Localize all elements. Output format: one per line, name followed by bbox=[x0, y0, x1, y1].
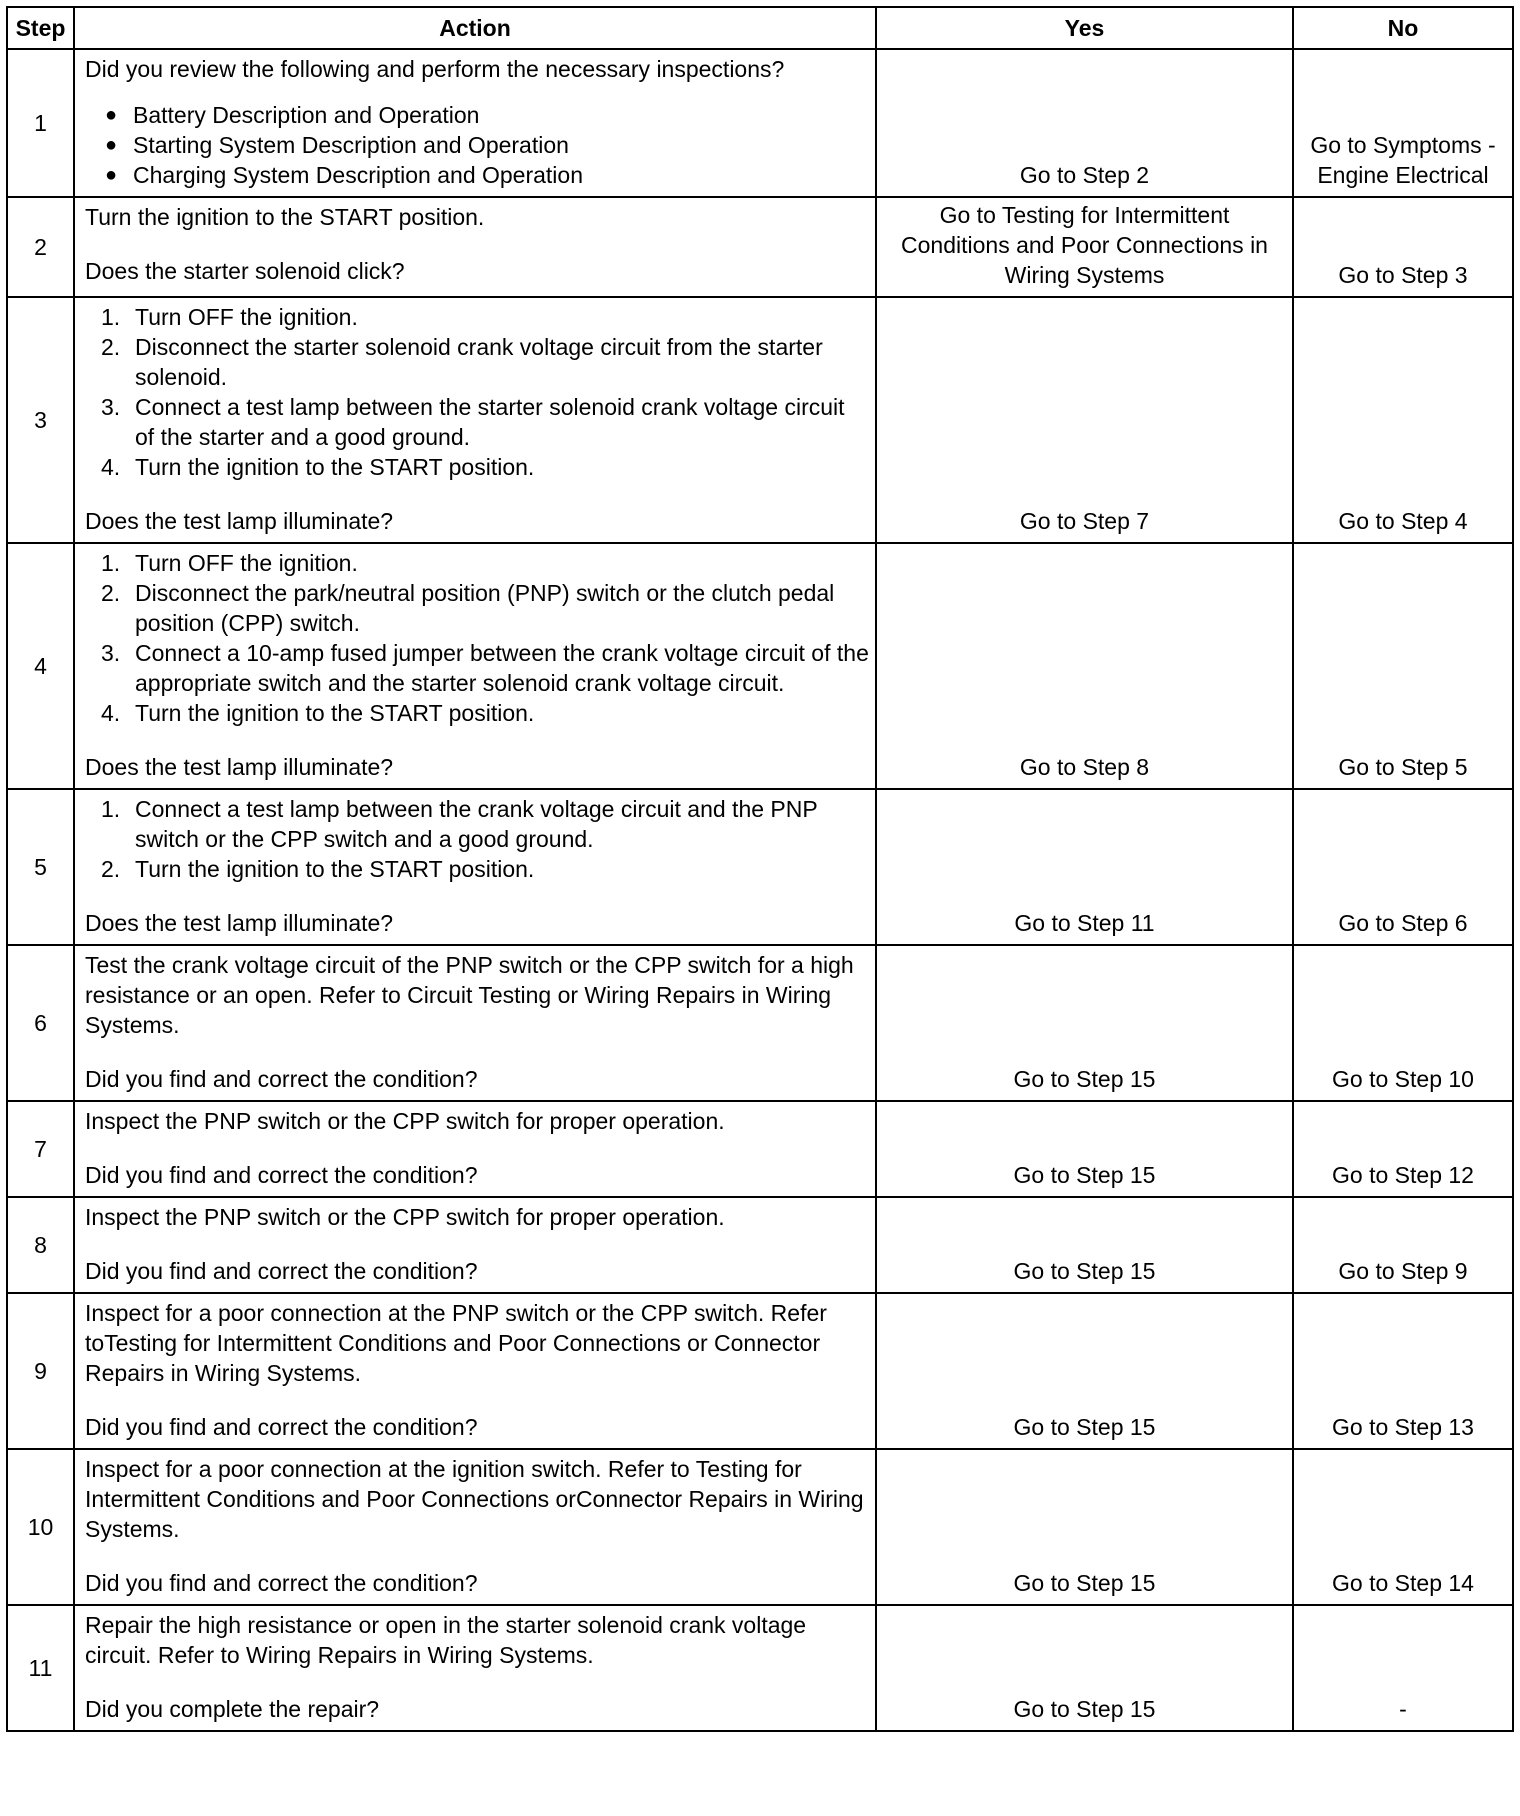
action-cell bbox=[74, 1605, 876, 1731]
question-text: Did you find and correct the condition? bbox=[85, 1162, 478, 1188]
item-text: Turn OFF the ignition. bbox=[135, 550, 358, 576]
header-yes: Yes bbox=[876, 7, 1293, 49]
header-row bbox=[7, 7, 1513, 49]
table-row bbox=[7, 1293, 1513, 1449]
action-cell bbox=[74, 1197, 876, 1293]
item-text: Connect a 10-amp fused jumper between the crank voltage circuit of the appropriate switch and the starter solenoid crank voltage circuit. bbox=[135, 640, 869, 696]
step-number: 8 bbox=[7, 1197, 74, 1293]
item-number: 3. bbox=[101, 640, 121, 666]
action-cell bbox=[74, 1101, 876, 1197]
yes-result: Go to Step 15 bbox=[876, 945, 1293, 1101]
numbered-list bbox=[85, 302, 869, 482]
numbered-item bbox=[101, 794, 869, 854]
yes-result: Go to Step 15 bbox=[876, 1197, 1293, 1293]
step-number: 2 bbox=[7, 197, 74, 297]
item-number: 1. bbox=[101, 550, 121, 576]
numbered-item bbox=[101, 698, 869, 728]
numbered-item bbox=[101, 854, 869, 884]
yes-result: Go to Step 15 bbox=[876, 1101, 1293, 1197]
item-number: 1. bbox=[101, 796, 121, 822]
action-cell bbox=[74, 945, 876, 1101]
question-text: Did you find and correct the condition? bbox=[85, 1570, 478, 1596]
item-text: Disconnect the park/neutral position (PNP) switch or the clutch pedal position (CPP) switch. bbox=[135, 580, 835, 636]
step-number: 10 bbox=[7, 1449, 74, 1605]
bullet-item: ● Battery Description and Operation bbox=[105, 100, 869, 130]
no-result: Go to Step 13 bbox=[1293, 1293, 1513, 1449]
bullet-item: ● Starting System Description and Operation bbox=[105, 130, 869, 160]
item-text: Turn the ignition to the START position. bbox=[135, 700, 535, 726]
numbered-item bbox=[101, 302, 869, 332]
step-number: 11 bbox=[7, 1605, 74, 1731]
table-row bbox=[7, 1449, 1513, 1605]
step-number: 3 bbox=[7, 297, 74, 543]
yes-result: Go to Step 8 bbox=[876, 543, 1293, 789]
no-result: Go to Step 5 bbox=[1293, 543, 1513, 789]
action-cell bbox=[74, 1449, 876, 1605]
step-number: 9 bbox=[7, 1293, 74, 1449]
step-number: 6 bbox=[7, 945, 74, 1101]
header-action: Action bbox=[74, 7, 876, 49]
step-number: 1 bbox=[7, 49, 74, 197]
item-number: 2. bbox=[101, 580, 121, 606]
item-number: 4. bbox=[101, 454, 121, 480]
no-result: Go to Step 14 bbox=[1293, 1449, 1513, 1605]
item-number: 4. bbox=[101, 700, 121, 726]
question-text: Does the starter solenoid click? bbox=[85, 258, 405, 284]
numbered-item bbox=[101, 638, 869, 698]
no-result: Go to Symptoms - Engine Electrical bbox=[1293, 49, 1513, 197]
step-number: 4 bbox=[7, 543, 74, 789]
action-text: Turn the ignition to the START position. bbox=[85, 204, 485, 230]
no-result: Go to Step 6 bbox=[1293, 789, 1513, 945]
question-text: Does the test lamp illuminate? bbox=[85, 910, 394, 936]
numbered-item bbox=[101, 332, 869, 392]
no-result: Go to Step 4 bbox=[1293, 297, 1513, 543]
no-result: Go to Step 9 bbox=[1293, 1197, 1513, 1293]
action-text: Test the crank voltage circuit of the PNP switch or the CPP switch for a high resistance or an open. Refer to Circuit Testing or Wiring Repairs in Wiring Systems. bbox=[85, 952, 854, 1038]
yes-result: Go to Step 15 bbox=[876, 1449, 1293, 1605]
table-row bbox=[7, 543, 1513, 789]
table-row bbox=[7, 1101, 1513, 1197]
action-cell bbox=[74, 1293, 876, 1449]
yes-result: Go to Step 15 bbox=[876, 1293, 1293, 1449]
action-text: Did you review the following and perform the necessary inspections? bbox=[85, 56, 785, 82]
item-number: 2. bbox=[101, 334, 121, 360]
numbered-list bbox=[85, 794, 869, 884]
action-cell bbox=[74, 543, 876, 789]
table-row bbox=[7, 945, 1513, 1101]
no-result: Go to Step 3 bbox=[1293, 197, 1513, 297]
numbered-list bbox=[85, 548, 869, 728]
item-text: Turn the ignition to the START position. bbox=[135, 454, 535, 480]
table-row bbox=[7, 1605, 1513, 1731]
yes-result: Go to Testing for Intermittent Conditions and Poor Connections in Wiring Systems bbox=[876, 197, 1293, 297]
diagnostic-table bbox=[6, 6, 1514, 1732]
bullet-list bbox=[85, 100, 869, 190]
yes-result: Go to Step 2 bbox=[876, 49, 1293, 197]
no-result: Go to Step 10 bbox=[1293, 945, 1513, 1101]
item-number: 2. bbox=[101, 856, 121, 882]
action-text: Inspect for a poor connection at the ignition switch. Refer to Testing for Intermittent Conditions and Poor Connections orConnector Repairs in Wiring Systems. bbox=[85, 1456, 864, 1542]
header-no: No bbox=[1293, 7, 1513, 49]
question-text: Did you find and correct the condition? bbox=[85, 1258, 478, 1284]
no-result: Go to Step 12 bbox=[1293, 1101, 1513, 1197]
item-text: Turn the ignition to the START position. bbox=[135, 856, 535, 882]
step-number: 7 bbox=[7, 1101, 74, 1197]
numbered-item bbox=[101, 452, 869, 482]
numbered-item bbox=[101, 578, 869, 638]
question-text: Did you find and correct the condition? bbox=[85, 1414, 478, 1440]
action-cell bbox=[74, 789, 876, 945]
item-number: 1. bbox=[101, 304, 121, 330]
bullet-item: ● Charging System Description and Operation bbox=[105, 160, 869, 190]
table-row bbox=[7, 297, 1513, 543]
question-text: Does the test lamp illuminate? bbox=[85, 508, 394, 534]
yes-result: Go to Step 15 bbox=[876, 1605, 1293, 1731]
item-text: Connect a test lamp between the starter solenoid crank voltage circuit of the starter and a good ground. bbox=[135, 394, 845, 450]
yes-result: Go to Step 7 bbox=[876, 297, 1293, 543]
action-text: Inspect the PNP switch or the CPP switch for proper operation. bbox=[85, 1204, 725, 1230]
numbered-item bbox=[101, 392, 869, 452]
table-row bbox=[7, 789, 1513, 945]
action-cell bbox=[74, 197, 876, 297]
item-text: Turn OFF the ignition. bbox=[135, 304, 358, 330]
table-body bbox=[7, 49, 1513, 1731]
header-step: Step bbox=[7, 7, 74, 49]
numbered-item bbox=[101, 548, 869, 578]
item-number: 3. bbox=[101, 394, 121, 420]
question-text: Did you find and correct the condition? bbox=[85, 1066, 478, 1092]
table-row bbox=[7, 1197, 1513, 1293]
diagnostic-table-container bbox=[6, 6, 1512, 1732]
action-text: Inspect the PNP switch or the CPP switch for proper operation. bbox=[85, 1108, 725, 1134]
yes-result: Go to Step 11 bbox=[876, 789, 1293, 945]
action-cell bbox=[74, 297, 876, 543]
question-text: Did you complete the repair? bbox=[85, 1696, 380, 1722]
action-cell bbox=[74, 49, 876, 197]
step-number: 5 bbox=[7, 789, 74, 945]
action-text: Repair the high resistance or open in the starter solenoid crank voltage circuit. Refer to Wiring Repairs in Wiring Systems. bbox=[85, 1612, 807, 1668]
item-text: Disconnect the starter solenoid crank voltage circuit from the starter solenoid. bbox=[135, 334, 823, 390]
action-text: Inspect for a poor connection at the PNP switch or the CPP switch. Refer toTesting for Intermittent Conditions and Poor Connections or Connector Repairs in Wiring Systems. bbox=[85, 1300, 827, 1386]
item-text: Connect a test lamp between the crank voltage circuit and the PNP switch or the CPP switch and a good ground. bbox=[135, 796, 818, 852]
table-row bbox=[7, 197, 1513, 297]
table-row bbox=[7, 49, 1513, 197]
question-text: Does the test lamp illuminate? bbox=[85, 754, 394, 780]
no-result: - bbox=[1293, 1605, 1513, 1731]
